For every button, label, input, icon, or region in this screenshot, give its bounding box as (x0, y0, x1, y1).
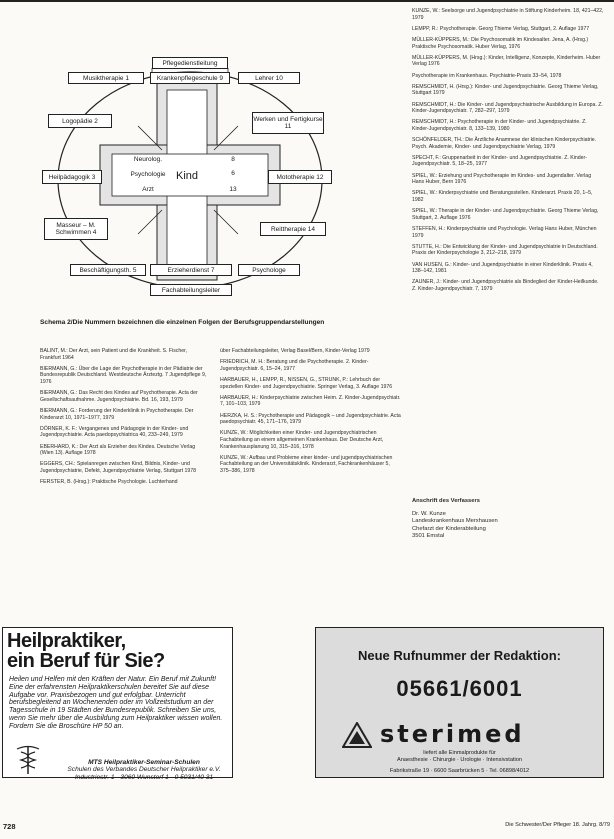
box-logopaedie: Logopädie 2 (48, 114, 112, 128)
reference-item: SPECHT, F.: Gruppenarbeit in der Kinder- und Jugendpsychiatrie. Z. Kinder-Jugendpsychiatr. 5, 18–25, 1977 (412, 154, 588, 168)
box-fachabteilungsleiter: Fachabteilungsleiter (150, 284, 232, 296)
reference-item: STEFFEN, H.: Kinderpsychiatrie und Psychologie. Verlag Hans Huber, München 1979 (412, 225, 597, 239)
box-lehrer: Lehrer 10 (238, 72, 300, 84)
author-line: Chefarzt der Kinderabteilung (412, 525, 486, 532)
box-neurologie: Neurolog. (133, 155, 163, 163)
ad-footer-line1: MTS Heilpraktiker-Seminar-Schulen (88, 759, 200, 766)
ad-right-phone: 05661/6001 (396, 676, 523, 701)
author-address (412, 498, 604, 540)
box-beschaeftigungstherapie: Beschäftigungsth. 5 (70, 264, 146, 276)
reference-item: HARBAUER, H., LEMPP, R., NISSEN, G., STRUNK, P.: Lehrbuch der speziellen Kinder- und Jugendpsychiatrie. Springer Verlag, 3. Auflage 1976 (220, 376, 393, 390)
box-musiktherapie: Musiktherapie 1 (68, 72, 144, 84)
reference-item: FRIEDRICH, M. H.: Beratung und die Psychotherapie. 2. Kinder-Jugendpsychiatr. 6, 15–24, 1977 (220, 359, 369, 372)
reference-item: KUNZE, W.: Möglichkeiten einer Kinder- und Jugendpsychiatrischen Fachabteilung an einem allgemeinen Krankenhaus. Der Deutsche Arzt, Krankenhausplanung 10, 315–316, 1978 (220, 430, 384, 450)
reference-item: ZAUNER, J.: Kinder- und Jugendpsychiatrie als Bindeglied der Kinder-Heilkunde. Z. Kinder-Jugendpsychiatr. 7, 1979 (412, 279, 599, 292)
ad-right-address: Fabrikstraße 19 · 6600 Saarbrücken 5 · Tel. 06898/4012 (389, 768, 530, 774)
ad-right-heading: Neue Rufnummer der Redaktion: (358, 648, 561, 663)
author-line: Landeskrankenhaus Merxhausen (412, 518, 498, 525)
references-column-2 (220, 348, 402, 479)
box-masseur: Masseur – M. Schwimmen 4 (44, 218, 108, 240)
reference-item: MÜLLER-KÜPPERS, M. (Hrsg.): Kinder, Intelligenz, Konzepte, Kinderheim. Huber Verlag 1976 (412, 54, 601, 68)
author-line: 3501 Emstal (412, 532, 445, 539)
caduceus-icon (13, 744, 43, 776)
reference-item: SPIEL, W.: Erziehung und Psychotherapie im Kindes- und Jugendalter. Verlag Hans Huber, Bern 1976 (412, 172, 592, 186)
reference-item: EGGERS, CH.: Spielanregen zwischen Kind, Bildnis, Kinder- und Jugendpsychiatrie, Defekt, Jugendpsychiatrie Verlag, Stuttgart 1978 (40, 461, 197, 474)
reference-item: BIERMANN, G.: Das Recht des Kindes auf Psychotherapie. Acta der Gesellschaftsaufnahme. Jugendpsychiatrie. Bd. 16, 193, 1979 (40, 390, 198, 403)
box-pflegedienstleitung: Pflegedienstleitung (152, 57, 228, 69)
box-erzieherdienst: Erzieherdienst 7 (150, 264, 232, 276)
sterimed-logo (342, 722, 582, 748)
box-werken: Werken und Fertigkurse 11 (252, 112, 324, 134)
ad-footer-line3: Industriestr. 1 · 3060 Wunstorf 1 · 0 5031/40 31 (74, 773, 214, 781)
ad-body: Heilen und Helfen mit den Kräften der Natur. Ein Beruf mit Zukunft! Eine der erfahrensten Heilpraktikerschulen bereitet Sie auf diese Aufgabe vor. Praxisbezogen und gut erfolgbar. Unterricht berufsbegleitend an Wochenenden oder im Vollzeitstudium an der Tagesschule in 19 Städten der Bundesrepublik. Schreiben Sie uns, wenn Sie mehr über die Ausbildung zum Heilpraktiker wissen wollen. Fordern Sie die Broschüre HP 50 an. (9, 676, 223, 730)
reference-item: REMSCHMIDT, H.: Die Kinder- und Jugendpsychiatrische Ausbildung in Europa. Z. Kinder-Jugendpsychiatr. 7, 282–297, 1979 (412, 101, 603, 115)
reference-item: BALINT, M.: Der Arzt, sein Patient und die Krankheit. S. Fischer, Frankfurt 1964 (40, 348, 188, 361)
reference-item: REMSCHMIDT, H.: Psychotherapie in der Kinder- und Jugendpsychiatrie. Z. Kinder-Jugendpsychiatr. 8, 133–139, 1980 (412, 119, 587, 132)
reference-item: LEMPP, R.: Psychotherapie. Georg Thieme Verlag, Stuttgart, 2. Auflage 1977 (412, 25, 590, 32)
box-krankenpflegeschule: Krankenpflegeschule 9 (150, 72, 230, 84)
box-psychologe: Psychologe (238, 264, 300, 276)
box-arzt: Arzt (142, 185, 154, 193)
ad-redaktion-sterimed (315, 627, 604, 778)
reference-item: EBERHARD, K.: Der Arzt als Erzieher des Kindes. Deutsche Verlag (Wien 13). Auflage 1978 (40, 443, 196, 457)
ad-footer-line2: Schulen des Verbandes Deutscher Heilpraktiker e.V. (67, 766, 221, 774)
references-column-3 (412, 8, 604, 297)
ad-right-tagline-1: liefert alle Einmalprodukte für (423, 750, 496, 756)
reference-item: KUNZE, W.: Aufbau und Probleme einer kinder- und jugendpsychiatrischen Fachabteilung an der Universitätsklinik. Kinderarzt, Fachkrankenhäuser 5, 375–386, 1978 (220, 454, 393, 474)
reference-item: SPIEL, W.: Kinderpsychiatrie und Beratungsstellen. Kinderarzt. Praxis 20, 1–5, 1982 (412, 190, 593, 203)
reference-item: BIERMANN, G.: Über die Lage der Psychotherapie in der Pädiatrie der Bundesrepublik Deutschland. Westdeutsche Ärzteztg. 7 Jugendpflege 9, 1976 (40, 365, 207, 385)
brand-name: sterimed (380, 720, 525, 748)
reference-item: SPIEL, W.: Therapie in der Kinder- und Jugendpsychiatrie. Georg Thieme Verlag, Stuttgart, 2. Auflage 1976 (412, 208, 599, 221)
ad-heilpraktiker (2, 627, 233, 781)
box-kind: Kind (175, 170, 199, 182)
reference-item: KUNZE, W.: Seelsorge und Jugendpsychiatrie in Stiftung Kinderheim. 18, 421–422, 1979 (412, 8, 604, 21)
reference-item: Psychotherapie im Krankenhaus. Psychiatrie-Praxis 33–54, 1978 (412, 72, 562, 79)
box-heilpaedagogik: Heilpädagogik 3 (42, 170, 102, 184)
ad-right-tagline-2: Anaesthesie · Chirurgie · Urologie · Intensivstation (397, 757, 522, 763)
reference-item: STUTTE, H.: Die Entwicklung der Kinder- und Jugendpsychiatrie in Deutschland. Praxis der Kinderpsychologie 3, 212–218, 1979 (412, 243, 598, 257)
label-8: 8 (231, 155, 235, 163)
ad-headline-1: Heilpraktiker, (7, 630, 126, 652)
box-mototherapie: Mototherapie 12 (268, 170, 332, 184)
reference-item: HARBAUER, H.: Kinderpsychiatrie zwischen Heim. Z. Kinder-Jugendpsychiatr. 7, 101–103, 1979 (220, 394, 401, 408)
reference-item: HERZKA, H. S.: Psychotherapie und Pädagogik – und Jugendpsychiatrie. Acta paedopsychiatr. 45, 171–176, 1979 (220, 412, 401, 426)
references-column-1 (40, 348, 208, 490)
diagram-caption: Schema 2/Die Nummern bezeichnen die einzelnen Folgen der Berufsgruppendarstellungen (40, 319, 325, 326)
triangle-logo-icon (342, 722, 372, 748)
author-heading: Anschrift des Verfassers (412, 498, 480, 504)
reference-item: BIERMANN, G.: Forderung der Kinderklinik in Psychotherapie. Der Kinderarzt 10, 1971–1977, 1979 (40, 407, 194, 421)
box-psychologie: Psychologie (130, 170, 166, 178)
label-6: 6 (231, 169, 235, 177)
reference-item: MÜLLER-KÜPPERS, M.: Die Psychosomatik im Kindesalter. Jena, A. (Hrsg.) Praktische Psychosomatik. Huber Verlag, 1976 (412, 36, 589, 50)
reference-item: über Fachabteilungsleiter, Verlag Basel/Bern, Kinder-Verlag 1979 (220, 348, 370, 354)
reference-item: SCHÖNFELDER, TH.: Die Ärztliche Anamnese der klinischen Kinderpsychiatrie. Psych. Akademie, Kinder- und Jugendpsychiatrie Verlag, 1979 (412, 137, 597, 150)
reference-item: DÖRNER, K. F.: Vergangenes und Pädagogie in der Kinder- und Jugendpsychiatrie. Acta paedopsychiatrica 40, 233–249, 1979 (40, 425, 189, 439)
organization-diagram (42, 50, 332, 308)
reference-item: FERSTER, B. (Hrsg.): Praktische Psychologie. Luchterhand (40, 479, 178, 486)
footer-journal: Die Schwester/Der Pfleger 18. Jahrg. 8/79 (505, 822, 610, 828)
reference-item: REMSCHMIDT, H. (Hrsg.): Kinder- und Jugendpsychiatrie. Georg Thieme Verlag, Stuttgart 1979 (412, 83, 599, 97)
ad-footer (55, 759, 233, 781)
author-line: Dr. W. Kunze (412, 511, 446, 518)
ad-headline-2: ein Beruf für Sie? (7, 650, 165, 672)
page-number: 728 (3, 822, 16, 831)
box-reittherapie: Reittherapie 14 (260, 222, 326, 236)
label-13: 13 (229, 185, 237, 193)
reference-item: VAN HUSEN, G.: Kinder- und Jugendpsychiatrie in einer Kinderklinik. Praxis 4, 138–142, 1981 (412, 261, 593, 275)
